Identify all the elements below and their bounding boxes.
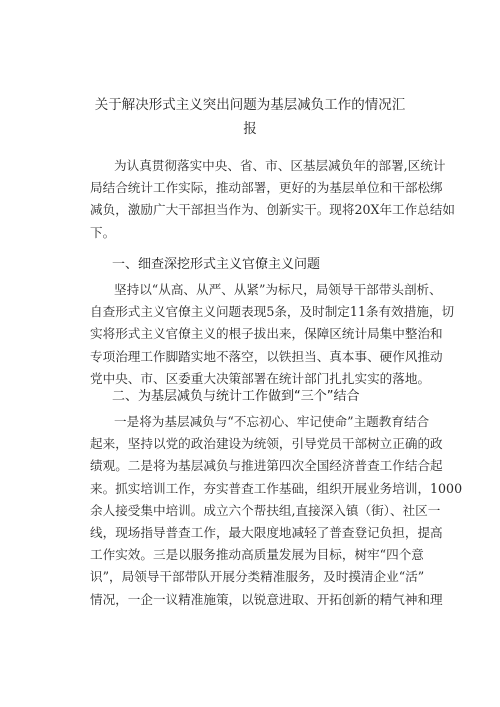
text-line: 来。抓实培训工作，夯实普查工作基础，组织开展业务培训，1000: [90, 480, 463, 496]
text-line: 减负，激励广大干部担当作为、创新实干。现将20X年工作总结如: [90, 202, 456, 218]
intro-paragraph: [90, 155, 456, 244]
text-line: 局结合统计工作实际，推动部署，更好的为基层单位和干部松绑: [90, 180, 443, 196]
text-line: 自查形式主义官僚主义问题表现5条，及时制定11条有效措施，切: [90, 304, 455, 320]
text-line: 下。: [90, 224, 116, 240]
text-line: 线，现场指导普查工作，最大限度地减轻了普查登记负担，提高: [90, 524, 443, 540]
section-2-heading: 二、为基层减负与统计工作做到“三个”结合: [112, 389, 360, 404]
text-line: 专项治理工作脚踏实地不落空，以铁担当、真本事、硬作风推动: [90, 348, 443, 364]
text-line: 党中央、市、区委重大决策部署在统计部门扎扎实实的落地。: [90, 370, 431, 386]
section-1-heading: 一、细查深挖形式主义官僚主义问题: [112, 257, 321, 272]
document-title-line-1: 关于解决形式主义突出问题为基层减负工作的情况汇: [94, 97, 406, 113]
text-line: 一是将为基层减负与“不忘初心、牢记使命”主题教育结合: [114, 414, 430, 429]
section-2-paragraph: [90, 411, 463, 611]
text-line: 起来，坚持以党的政治建设为统领，引导党员干部树立正确的政: [90, 436, 443, 452]
text-line: 绩观。二是将为基层减负与推进第四次全国经济普查工作结合起: [90, 458, 443, 474]
text-line: 工作实效。三是以服务推动高质量发展为目标，树牢“四个意: [90, 547, 424, 563]
text-line: 情况，一企一议精准施策，以锐意进取、开拓创新的精气神和理: [90, 591, 443, 607]
text-line: 为认真贯彻落实中央、省、市、区基层减负年的部署,区统计: [114, 158, 446, 173]
text-line: 识”，局领导干部带队开展分类精准服务，及时摸清企业“活”: [90, 569, 425, 585]
section-1-paragraph: [90, 279, 455, 390]
text-line: 余人接受集中培训。成立六个帮扶组,直接深入镇（街）、社区一: [90, 502, 441, 518]
text-line: 坚持以“从高、从严、从紧”为标尺，局领导干部带头剖析、: [114, 282, 442, 297]
document-title-line-2: 报: [243, 121, 257, 137]
text-line: 实将形式主义官僚主义的根子拔出来，保障区统计局集中整治和: [90, 326, 443, 342]
